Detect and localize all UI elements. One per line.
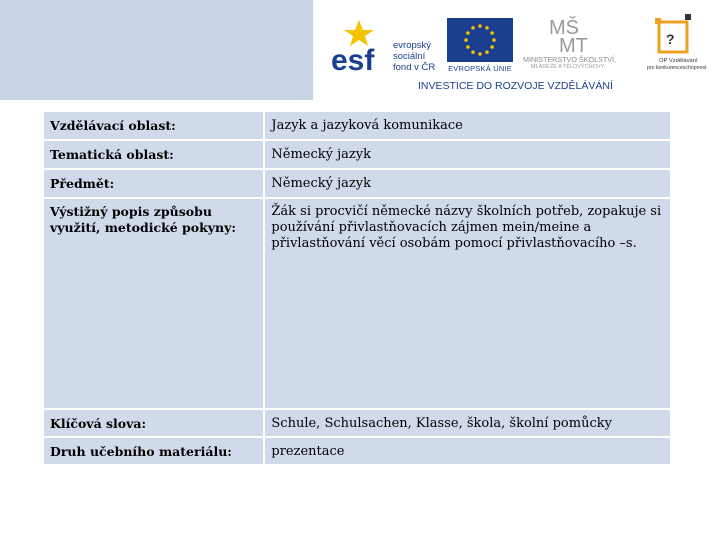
eu-star-icon — [485, 50, 489, 54]
table-row — [44, 170, 670, 197]
svg-text:esf: esf — [331, 44, 375, 74]
esf-text-line3: fond v ČR — [393, 62, 436, 73]
esf-logo-icon — [329, 18, 391, 74]
eu-star-icon — [490, 31, 494, 35]
eu-star-icon — [478, 52, 482, 56]
row-value: Jazyk a jazyková komunikace — [265, 112, 670, 139]
msmt-text-line1: MINISTERSTVO ŠKOLSTVÍ, — [523, 55, 617, 64]
msmt-logo-icon — [545, 16, 605, 54]
svg-text:MŠ: MŠ — [549, 17, 579, 39]
eu-star-icon — [490, 45, 494, 49]
tagline: INVESTICE DO ROZVOJE VZDĚLÁVÁNÍ — [418, 80, 613, 92]
eu-star-icon — [464, 38, 468, 42]
eu-star-icon — [485, 26, 489, 30]
row-label: Druh učebního materiálu: — [44, 438, 263, 464]
op-text-line1: OP Vzdělávání — [659, 58, 698, 64]
eu-star-icon — [471, 26, 475, 30]
row-value: prezentace — [265, 438, 670, 464]
msmt-text-line2: MLÁDEŽE A TĚLOVÝCHOVY — [531, 64, 605, 70]
op-logo — [647, 14, 717, 76]
svg-text:MT: MT — [559, 35, 588, 54]
msmt-logo — [523, 16, 635, 76]
table-row — [44, 112, 670, 139]
row-value: Německý jazyk — [265, 141, 670, 168]
table-row — [44, 199, 670, 408]
eu-logo — [447, 18, 513, 74]
row-value: Německý jazyk — [265, 170, 670, 197]
op-text-line2: pro konkurenceschopnost — [647, 65, 707, 71]
row-label: Tematická oblast: — [44, 141, 263, 168]
op-logo-icon — [655, 14, 695, 56]
metadata-table — [42, 110, 672, 466]
row-label: Předmět: — [44, 170, 263, 197]
table-row — [44, 141, 670, 168]
table-row — [44, 438, 670, 464]
svg-text:?: ? — [666, 31, 675, 47]
row-value: Schule, Schulsachen, Klasse, škola, školní pomůcky — [265, 410, 670, 436]
eu-star-icon — [471, 50, 475, 54]
eu-star-icon — [466, 45, 470, 49]
esf-logo — [329, 18, 447, 74]
table-row — [44, 410, 670, 436]
row-label: Výstižný popis způsobu využití, metodické pokyny: — [44, 199, 263, 408]
eu-star-icon — [478, 24, 482, 28]
eu-star-icon — [466, 31, 470, 35]
row-label: Klíčová slova: — [44, 410, 263, 436]
esf-text — [393, 40, 435, 73]
row-value: Žák si procvičí německé názvy školních potřeb, zopakuje si používání přivlastňovacích zájmen mein/meine a přivlastňování věcí osobám pomocí přivlastňovacího –s. — [265, 199, 670, 408]
esf-text-line2: sociální — [393, 51, 426, 62]
eu-text: EVROPSKÁ UNIE — [448, 64, 512, 73]
eu-flag-icon — [447, 18, 513, 62]
eu-star-icon — [492, 38, 496, 42]
esf-text-line1: evropský — [393, 40, 432, 51]
header-band — [0, 0, 313, 100]
row-label: Vzdělávací oblast: — [44, 112, 263, 139]
